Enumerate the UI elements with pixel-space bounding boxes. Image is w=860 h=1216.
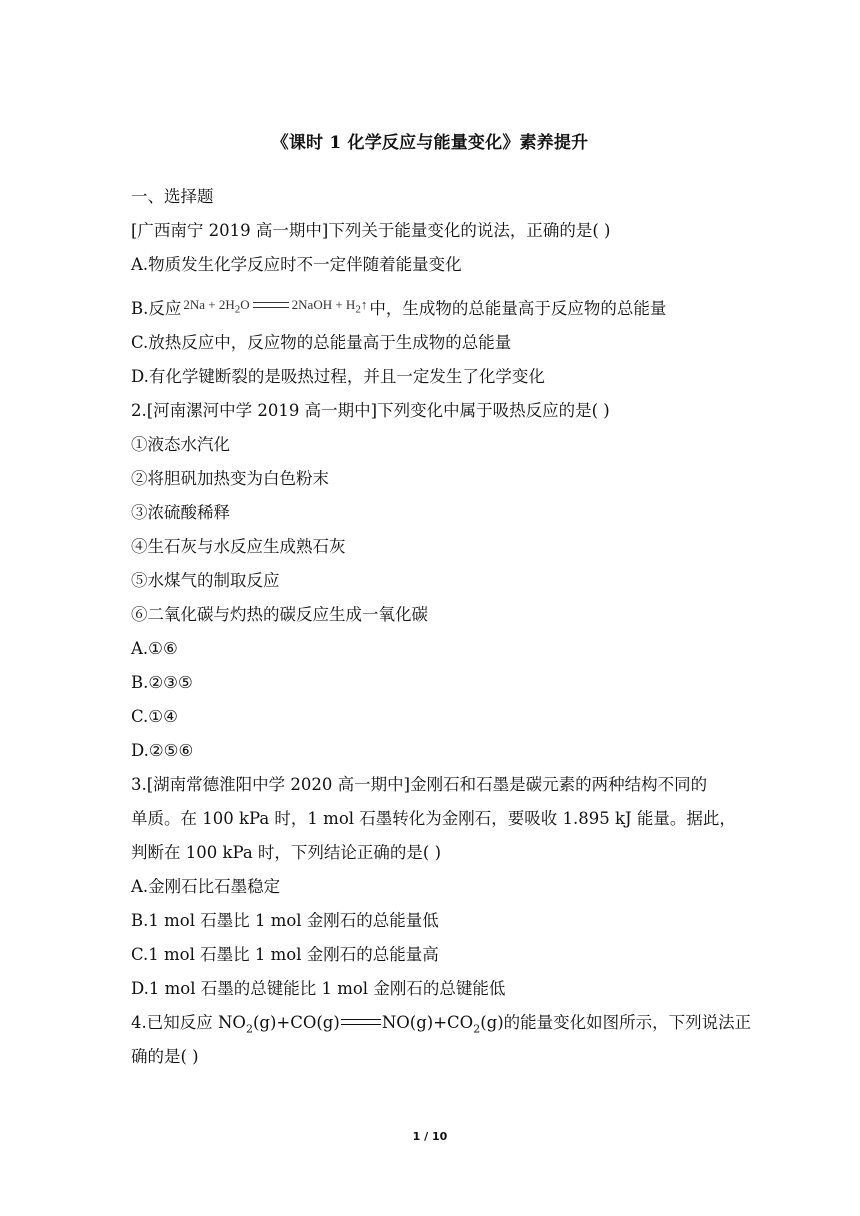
q3-option-c: C.1 mol 石墨比 1 mol 金刚石的总能量高 [131, 945, 439, 964]
eq-right: 2NaOH + H [291, 297, 356, 312]
page-title: 《课时 1 化学反应与能量变化》素养提升 [271, 133, 589, 153]
q4-sub-a: 2 [245, 1022, 253, 1036]
q1-option-b-prefix: B.反应 [131, 299, 182, 318]
q3-option-b: B.1 mol 石墨比 1 mol 金刚石的总能量低 [131, 911, 439, 930]
q4-suffix: (g)的能量变化如图所示，下列说法正 [480, 1013, 752, 1032]
q4-stem-line1 [131, 1012, 751, 1040]
q4-mid2: NO(g)+CO [381, 1013, 474, 1032]
eq-left: 2Na + 2H [183, 297, 235, 312]
section-heading: 一、选择题 [131, 187, 214, 206]
q2-item-3: ③浓硫酸稀释 [131, 503, 230, 522]
q1-option-b-suffix: 中，生成物的总能量高于反应物的总能量 [369, 299, 667, 318]
q2-item-2: ②将胆矾加热变为白色粉末 [131, 469, 329, 488]
q1-option-b [131, 298, 666, 326]
q3-option-d: D.1 mol 石墨的总键能比 1 mol 金刚石的总键能低 [131, 979, 506, 998]
page-number: 1 / 10 [412, 1130, 448, 1143]
q1-option-d: D.有化学键断裂的是吸热过程，并且一定发生了化学变化 [131, 367, 545, 386]
q4-prefix: 4.已知反应 NO [131, 1013, 246, 1032]
q2-item-1: ①液态水汽化 [131, 435, 230, 454]
gas-arrow: ↑ [360, 297, 368, 312]
q2-option-a: A.①⑥ [131, 639, 178, 658]
eq-left2: O [240, 297, 250, 312]
q3-stem-line1: 3.[湖南常德淮阳中学 2020 高一期中]金刚石和石墨是碳元素的两种结构不同的 [131, 775, 708, 794]
q2-stem: 2.[河南漯河中学 2019 高一期中]下列变化中属于吸热反应的是( ) [131, 401, 610, 420]
q4-stem-line2: 确的是( ) [131, 1047, 199, 1066]
q4-equals-sign [341, 1019, 381, 1025]
q3-stem-line3: 判断在 100 kPa 时，下列结论正确的是( ) [131, 843, 442, 862]
q2-option-d: D.②⑤⑥ [131, 741, 194, 760]
q2-item-4: ④生石灰与水反应生成熟石灰 [131, 537, 346, 556]
q4-sub-b: 2 [473, 1022, 481, 1036]
q4-mid1: (g)+CO(g) [252, 1013, 340, 1032]
q1-stem: [广西南宁 2019 高一期中]下列关于能量变化的说法，正确的是( ) [131, 221, 611, 240]
q2-option-c: C.①④ [131, 707, 178, 726]
eq-sub2: 2 [355, 303, 361, 316]
q1-option-a: A.物质发生化学反应时不一定伴随着能量变化 [131, 255, 462, 274]
q1-equation [183, 297, 368, 316]
q3-stem-line2: 单质。在 100 kPa 时，1 mol 石墨转化为金刚石，要吸收 1.895 kJ 能量。据此， [131, 809, 736, 828]
q2-item-6: ⑥二氧化碳与灼热的碳反应生成一氧化碳 [131, 605, 428, 624]
eq-sub1: 2 [234, 303, 241, 316]
q2-option-b: B.②③⑤ [131, 673, 193, 692]
q3-option-a: A.金刚石比石墨稳定 [131, 877, 281, 896]
q2-item-5: ⑤水煤气的制取反应 [131, 571, 280, 590]
eq-sign [253, 302, 289, 308]
q1-option-c: C.放热反应中，反应物的总能量高于生成物的总能量 [131, 333, 512, 352]
